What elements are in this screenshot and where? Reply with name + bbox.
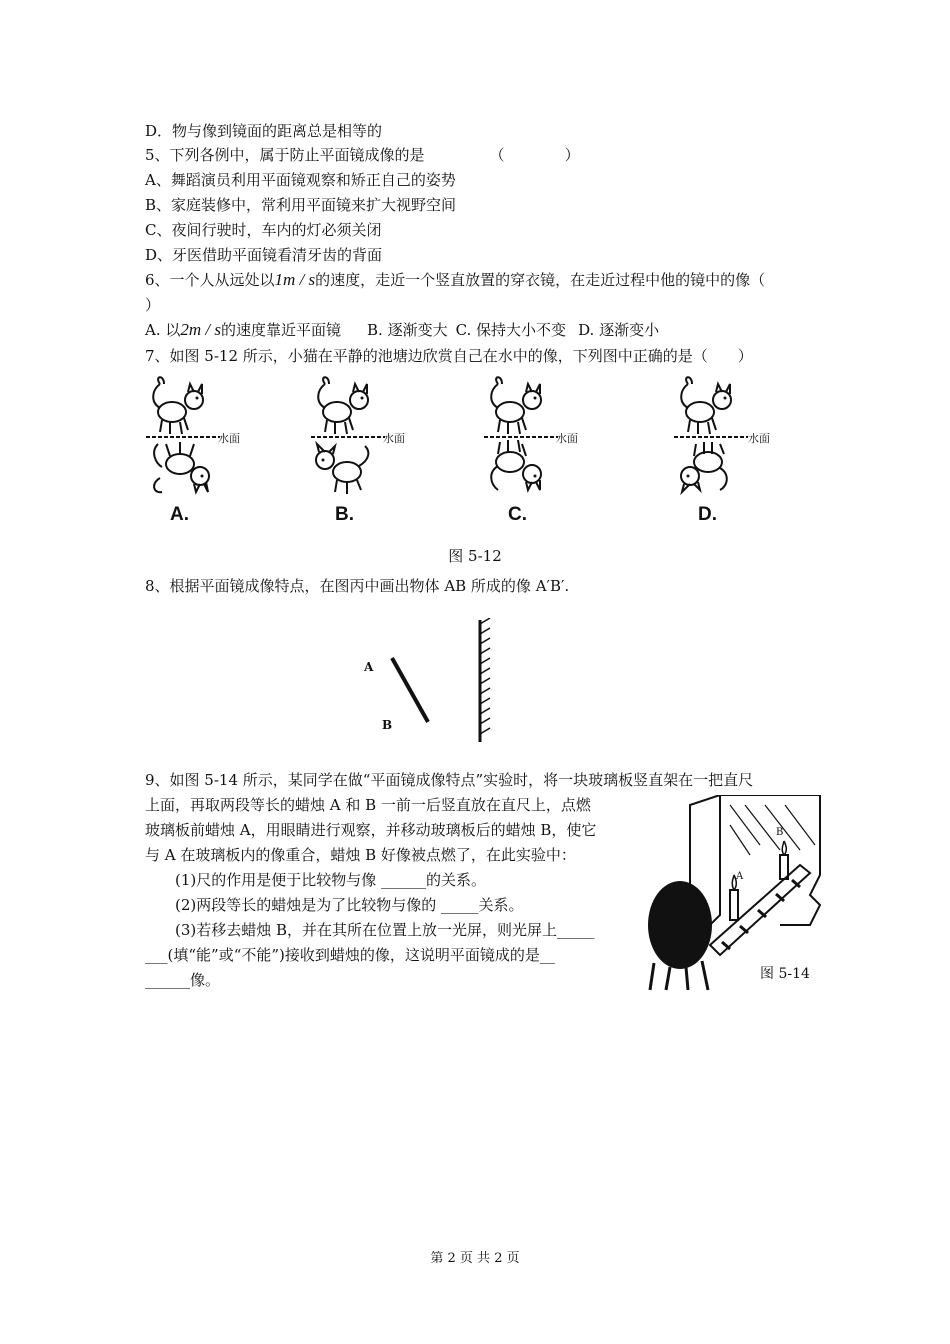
- q9-line-8: ___(填“能”或“不能”)接收到蜡烛的像，这说明平面镜成的是__: [145, 946, 555, 964]
- q9-part-1: (1)尺的作用是便于比较物与像 ______的关系。: [145, 871, 487, 889]
- cat-option-d: [668, 372, 798, 532]
- q6-stem-before: 6、一个人从远处以: [145, 271, 275, 289]
- candle-a-label: A: [736, 871, 744, 882]
- q5-paren-right: ）: [564, 146, 580, 164]
- q6-speed-1: 1m / s: [274, 270, 316, 289]
- q4-option-d: D．物与像到镜面的距离总是相等的: [145, 122, 383, 140]
- q7-stem: 7、如图 5-12 所示，小猫在平静的池塘边欣赏自己在水中的像，下列图中正确的是（ ）: [145, 347, 753, 365]
- q6-opt-a-after: 的速度靠近平面镜: [221, 321, 342, 339]
- q9-part-2: (2)两段等长的蜡烛是为了比较物与像的 _____关系。: [145, 896, 524, 914]
- cat-drawing-c: [478, 372, 608, 502]
- figure-5-14-caption: 图 5-14: [760, 966, 810, 982]
- q5-stem: 5、下列各例中，属于防止平面镜成像的是: [145, 146, 425, 164]
- q5-paren-left: （: [489, 146, 505, 164]
- cat-option-b: [305, 372, 435, 532]
- point-b-label: B: [382, 718, 393, 732]
- figure-5-12-caption: 图 5-12: [448, 547, 502, 565]
- candle-b-flame: [782, 841, 786, 855]
- q6-opt-b: B. 逐渐变大: [367, 321, 448, 339]
- q5-option-a: A、舞蹈演员利用平面镜观察和矫正自己的姿势: [145, 171, 456, 189]
- q9-line-4: 与 A 在玻璃板内的像重合，蜡烛 B 好像被点燃了，在此实验中：: [145, 846, 576, 864]
- page-footer: 第 2 页 共 2 页: [430, 1251, 520, 1266]
- q9-part-3: (3)若移去蜡烛 B，并在其所在位置上放一光屏，则光屏上_____: [145, 921, 595, 939]
- q8-stem: 8、根据平面镜成像特点，在图丙中画出物体 AB 所成的像 A′B′.: [145, 577, 570, 595]
- q5-stem-line: [145, 145, 580, 165]
- q6-speed-2: 2m / s: [180, 320, 221, 339]
- cat-option-c: [478, 372, 608, 532]
- cat-choice-label-c: C.: [508, 504, 527, 525]
- candle-a: [730, 890, 738, 920]
- q9-line-3: 玻璃板前蜡烛 A，用眼睛进行观察，并移动玻璃板后的蜡烛 B，使它: [145, 821, 597, 839]
- q6-stem-line: [145, 270, 765, 290]
- cat-water-label-b: 水面: [383, 432, 405, 445]
- object-ab-line: [392, 658, 428, 722]
- cat-drawing-a: [140, 372, 270, 502]
- candle-b-label: B: [776, 827, 784, 838]
- mirror-ab-drawing: [340, 618, 500, 758]
- cat-water-label-a: 水面: [218, 432, 240, 445]
- q6-stem-after: 的速度，走近一个竖直放置的穿衣镜，在走近过程中他的镜中的像（: [315, 271, 766, 289]
- cat-reflection-figure: [140, 372, 800, 532]
- q9-line-1: 9、如图 5-14 所示，某同学在做“平面镜成像特点”实验时，将一块玻璃板竖直架在一把直尺: [145, 771, 754, 789]
- mirror-ab-figure: [340, 618, 500, 758]
- q6-options-line: [145, 320, 659, 340]
- cat-choice-label-a: A.: [170, 504, 189, 525]
- q9-line-9: ______像。: [145, 971, 221, 989]
- q6-opt-d: D. 逐渐变小: [578, 321, 660, 339]
- cat-water-label-c: 水面: [556, 432, 578, 445]
- cat-water-label-d: 水面: [748, 432, 770, 445]
- student-head: [648, 881, 712, 969]
- cat-choice-label-d: D.: [698, 504, 717, 525]
- q9-line-2: 上面，再取两段等长的蜡烛 A 和 B 一前一后竖直放在直尺上，点燃: [145, 796, 591, 814]
- q6-opt-c: C. 保持大小不变: [455, 321, 567, 339]
- q5-option-b: B、家庭装修中，常利用平面镜来扩大视野空间: [145, 196, 457, 214]
- cat-drawing-d: [668, 372, 798, 502]
- q5-option-d: D、牙医借助平面镜看清牙齿的背面: [145, 246, 383, 264]
- cat-choice-label-b: B.: [335, 504, 354, 525]
- q6-close-paren: ）: [145, 296, 161, 314]
- glass-hatching: [730, 805, 815, 855]
- q6-opt-a-before: A. 以: [145, 321, 181, 339]
- q5-option-c: C、夜间行驶时，车内的灯必须关闭: [145, 221, 382, 239]
- glass-plate-frame: [720, 795, 820, 925]
- candle-experiment-figure: [640, 795, 830, 995]
- point-a-label: A: [364, 660, 374, 674]
- cat-drawing-b: [305, 372, 435, 502]
- cat-option-a: [140, 372, 270, 532]
